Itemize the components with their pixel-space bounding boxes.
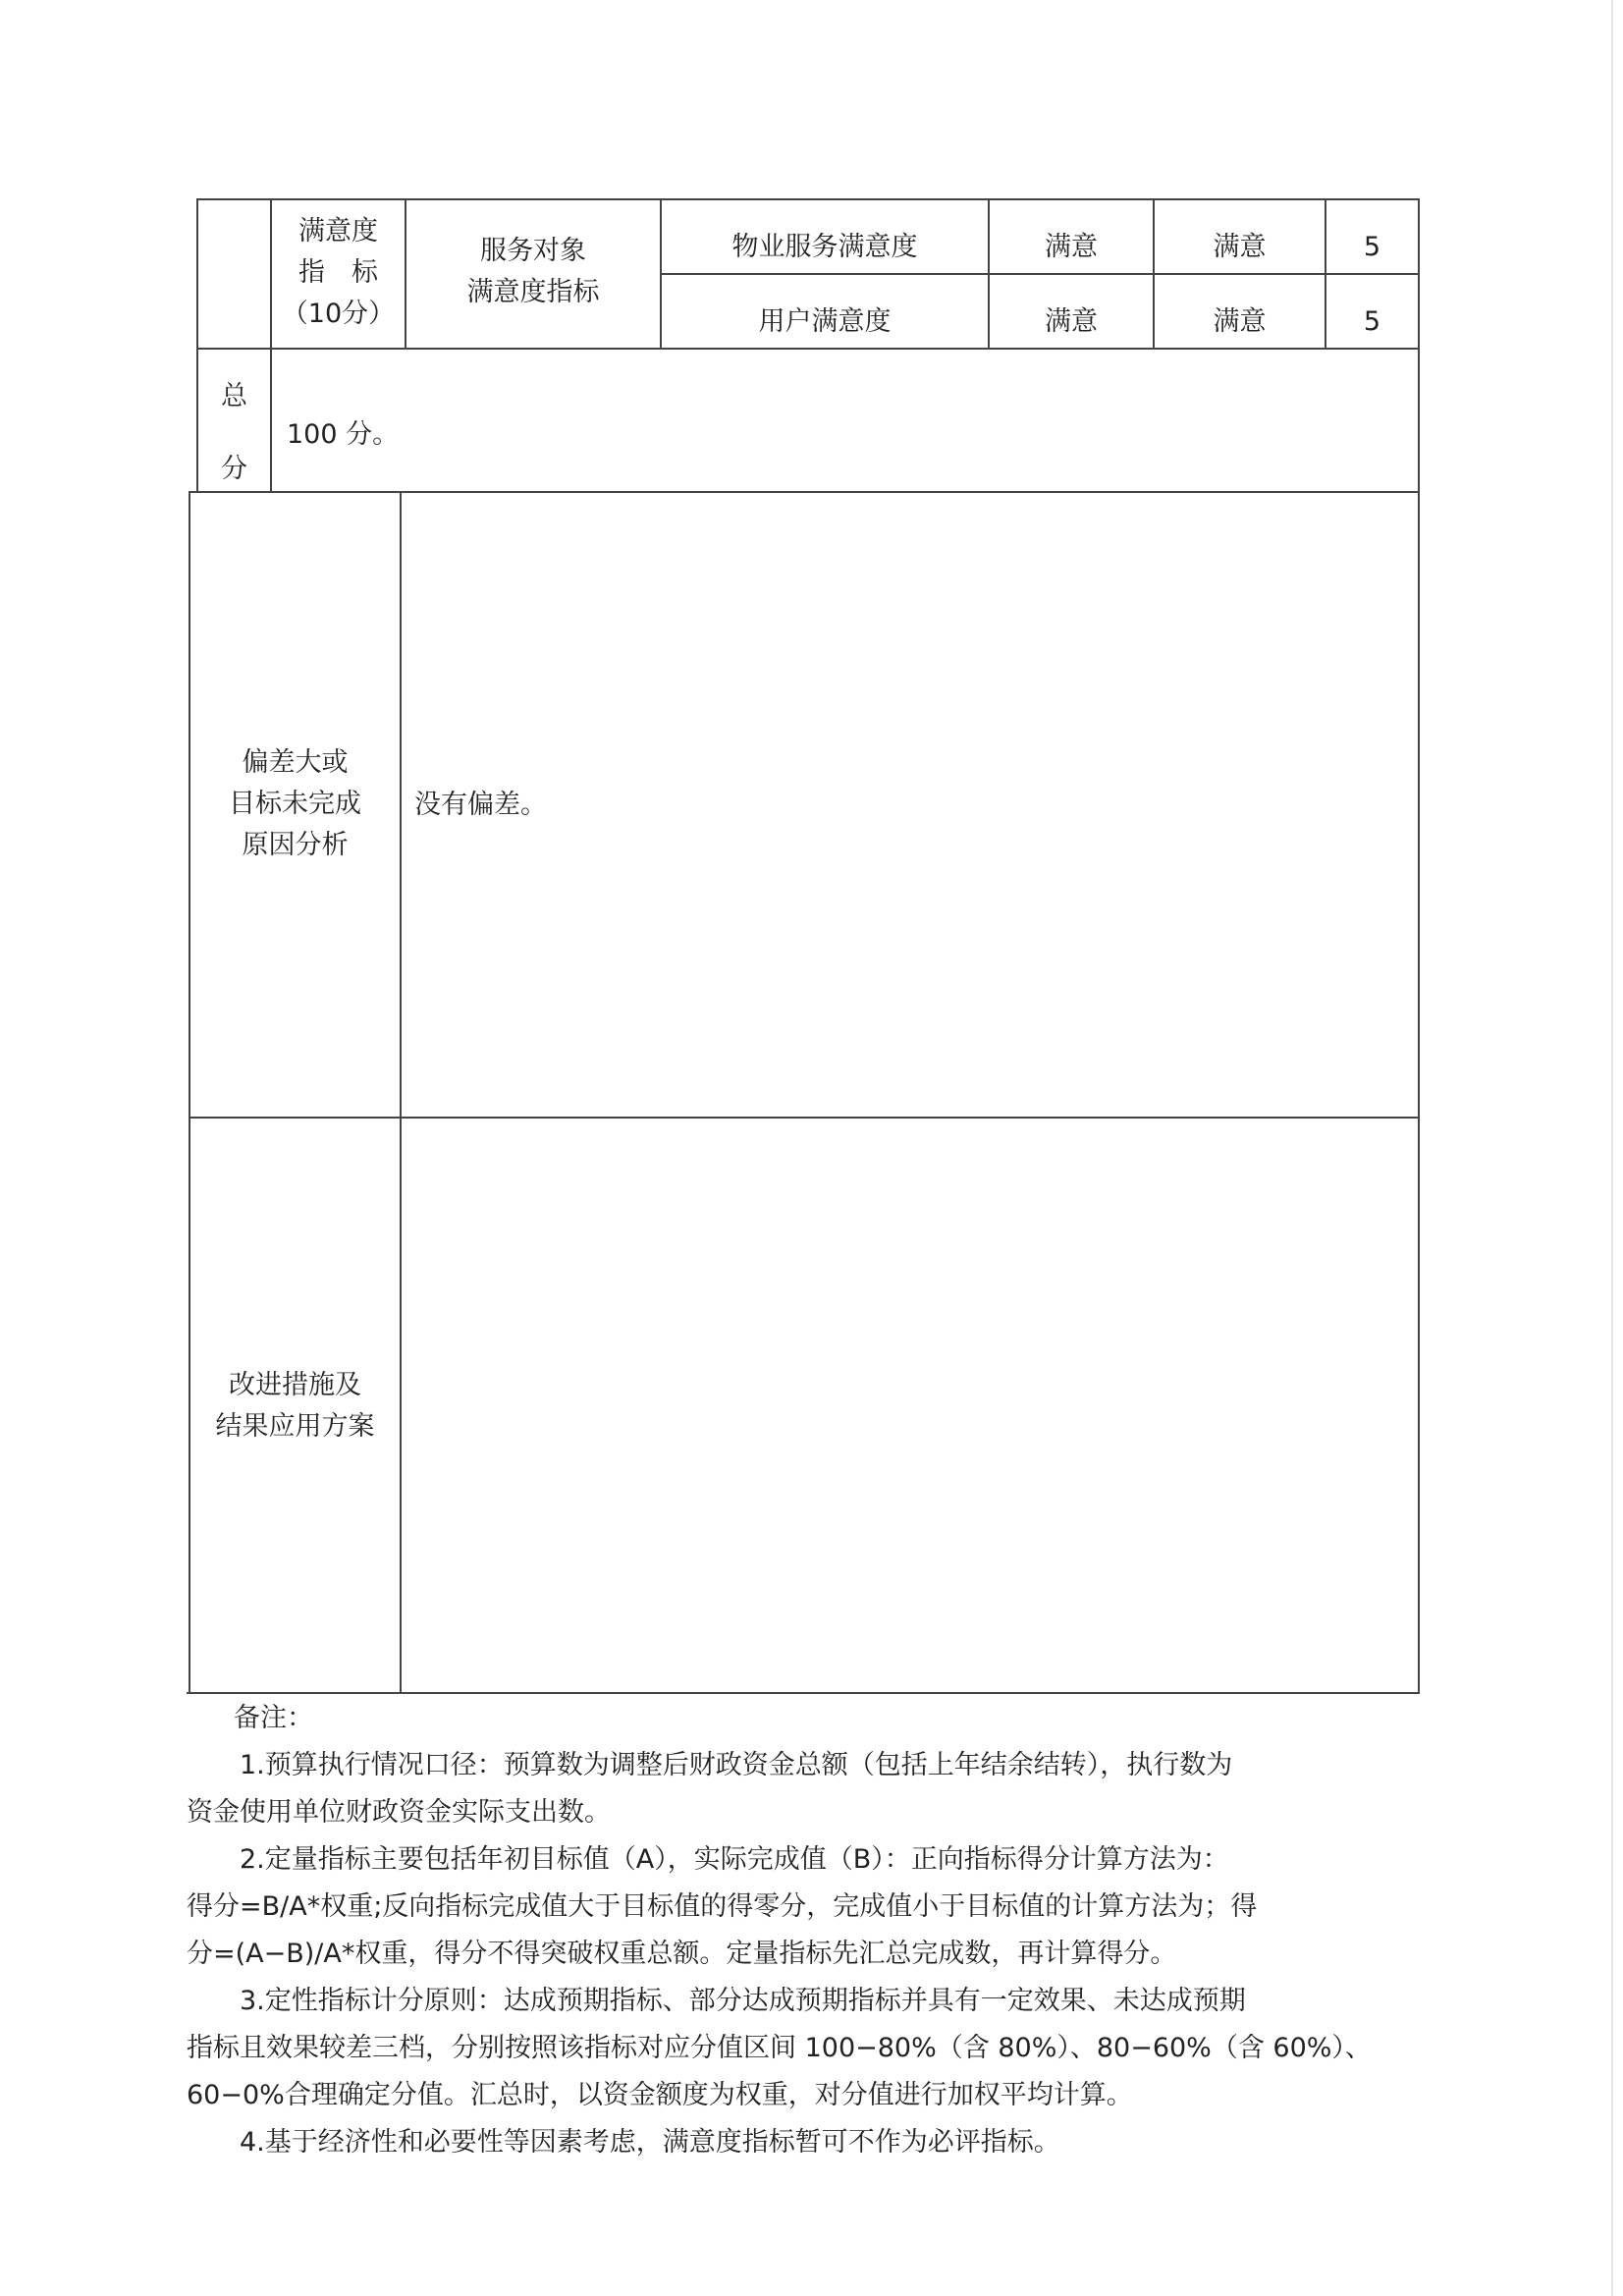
satisfaction-category-line-1: 满意度 (298, 216, 378, 246)
score-value: 5 (1363, 232, 1381, 262)
table-line-deviation-top (189, 491, 1420, 493)
indicator-name: 物业服务满意度 (731, 232, 918, 262)
deviation-label-line-1: 偏差大或 (242, 747, 349, 778)
target-value: 满意 (1045, 306, 1098, 337)
indicator-name: 用户满意度 (758, 306, 892, 337)
satisfaction-category-line-3: （10分） (281, 299, 396, 329)
table-col-line-label (400, 491, 402, 1693)
note-2-line-1: 2.定量指标主要包括年初目标值（A），实际完成值（B）：正向指标得分计算方法为： (240, 1844, 1229, 1875)
note-1-line-2: 资金使用单位财政资金实际支出数。 (187, 1797, 611, 1828)
table-border-top (196, 198, 1420, 200)
table-line-item-split (660, 273, 1420, 275)
table-line-total-top (196, 348, 1420, 350)
score-value: 5 (1363, 306, 1381, 337)
notes-title: 备注： (234, 1703, 313, 1733)
notes-list (187, 1742, 1426, 2166)
note-4-line-1: 4.基于经济性和必要性等因素考虑，满意度指标暂可不作为必评指标。 (240, 2127, 1060, 2158)
table-col-line-2 (405, 198, 406, 348)
total-value: 100 分。 (287, 419, 400, 450)
target-value: 满意 (1045, 232, 1098, 262)
note-3-line-1: 3.定性指标计分原则：达成预期指标、部分达成预期指标并具有一定效果、未达成预期 (240, 1986, 1246, 2016)
notes-section (234, 1695, 1422, 1742)
note-2-line-2: 得分=B/A*权重;反向指标完成值大于目标值的得零分，完成值小于目标值的计算方法为；得 (187, 1891, 1258, 1922)
satisfaction-category-line-2: 指 标 (298, 257, 378, 288)
satisfaction-subcategory-line-1: 服务对象 (480, 236, 586, 266)
deviation-label-line-2: 目标未完成 (229, 789, 361, 819)
table-border-left-upper (196, 198, 198, 491)
improvement-label-line-1: 改进措施及 (229, 1370, 361, 1400)
note-3-line-3: 60−0%合理确定分值。汇总时，以资金额度为权重，对分值进行加权平均计算。 (187, 2080, 1133, 2110)
total-label-line-2: 分 (221, 454, 247, 484)
satisfaction-subcategory-line-2: 满意度指标 (466, 277, 600, 307)
actual-value: 满意 (1213, 232, 1267, 262)
note-1-line-1: 1.预算执行情况口径：预算数为调整后财政资金总额（包括上年结余结转），执行数为 (240, 1750, 1233, 1780)
actual-value: 满意 (1213, 306, 1267, 337)
page-edge (1611, 0, 1613, 2296)
deviation-label-line-3: 原因分析 (242, 830, 349, 860)
table-border-left-lower (189, 491, 190, 1693)
table-border-right (1418, 198, 1420, 1693)
table-border-bottom (187, 1692, 1420, 1694)
table-line-improvement-top (189, 1117, 1420, 1119)
improvement-label-line-2: 结果应用方案 (215, 1411, 375, 1442)
note-2-line-3: 分=(A−B)/A*权重，得分不得突破权重总额。定量指标先汇总完成数，再计算得分。 (187, 1939, 1177, 1969)
note-3-line-2: 指标且效果较差三档，分别按照该指标对应分值区间 100−80%（含 80%）、80−60%（含 60%）、 (187, 2033, 1372, 2063)
deviation-value: 没有偏差。 (414, 790, 547, 820)
total-label-line-1: 总 (221, 381, 247, 411)
